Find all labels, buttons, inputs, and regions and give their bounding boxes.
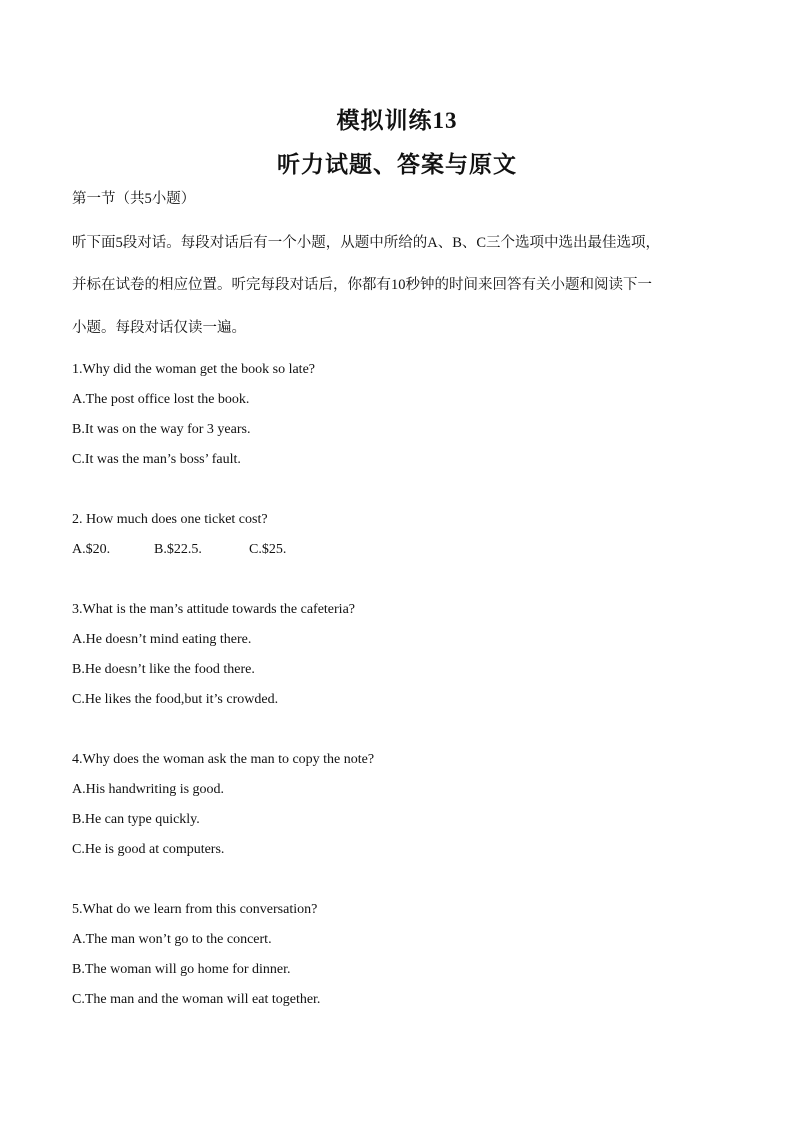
question-1-option-c: C.It was the man’s boss’ fault. [72, 452, 241, 467]
question-1-option-a: A.The post office lost the book. [72, 392, 250, 407]
question-4-stem: 4.Why does the woman ask the man to copy the note? [72, 752, 375, 767]
instruction-line-2: 并标在试卷的相应位置。听完每段对话后，你都有10秒钟的时间来回答有关小题和阅读下一 [72, 277, 652, 293]
instruction-line-3: 小题。每段对话仅读一遍。 [72, 320, 246, 336]
question-5-option-b: B.The woman will go home for dinner. [72, 962, 291, 977]
question-1-stem: 1.Why did the woman get the book so late? [72, 362, 315, 377]
question-3-option-c: C.He likes the food,but it’s crowded. [72, 692, 279, 707]
question-2-options [72, 542, 286, 558]
question-2-option-c: C.$25. [249, 542, 287, 557]
page-subtitle: 听力试题、答案与原文 [277, 152, 517, 177]
question-3-option-b: B.He doesn’t like the food there. [72, 662, 255, 677]
question-5-option-c: C.The man and the woman will eat together. [72, 992, 321, 1007]
question-5-stem: 5.What do we learn from this conversation? [72, 902, 318, 917]
question-3-stem: 3.What is the man’s attitude towards the cafeteria? [72, 602, 356, 617]
section-heading: 第一节（共5小题） [72, 191, 196, 207]
question-5-option-a: A.The man won’t go to the concert. [72, 932, 272, 947]
instruction-line-1: 听下面5段对话。每段对话后有一个小题，从题中所给的A、B、C三个选项中选出最佳选项， [72, 235, 661, 251]
question-1-option-b: B.It was on the way for 3 years. [72, 422, 251, 437]
question-2-stem: 2. How much does one ticket cost? [72, 512, 268, 527]
page-title: 模拟训练13 [336, 108, 458, 133]
question-2-option-a: A.$20. [72, 542, 111, 557]
question-4-option-a: A.His handwriting is good. [72, 782, 225, 797]
question-4-option-c: C.He is good at computers. [72, 842, 225, 857]
question-2-option-b: B.$22.5. [154, 542, 202, 557]
question-4-option-b: B.He can type quickly. [72, 812, 200, 827]
question-3-option-a: A.He doesn’t mind eating there. [72, 632, 252, 647]
